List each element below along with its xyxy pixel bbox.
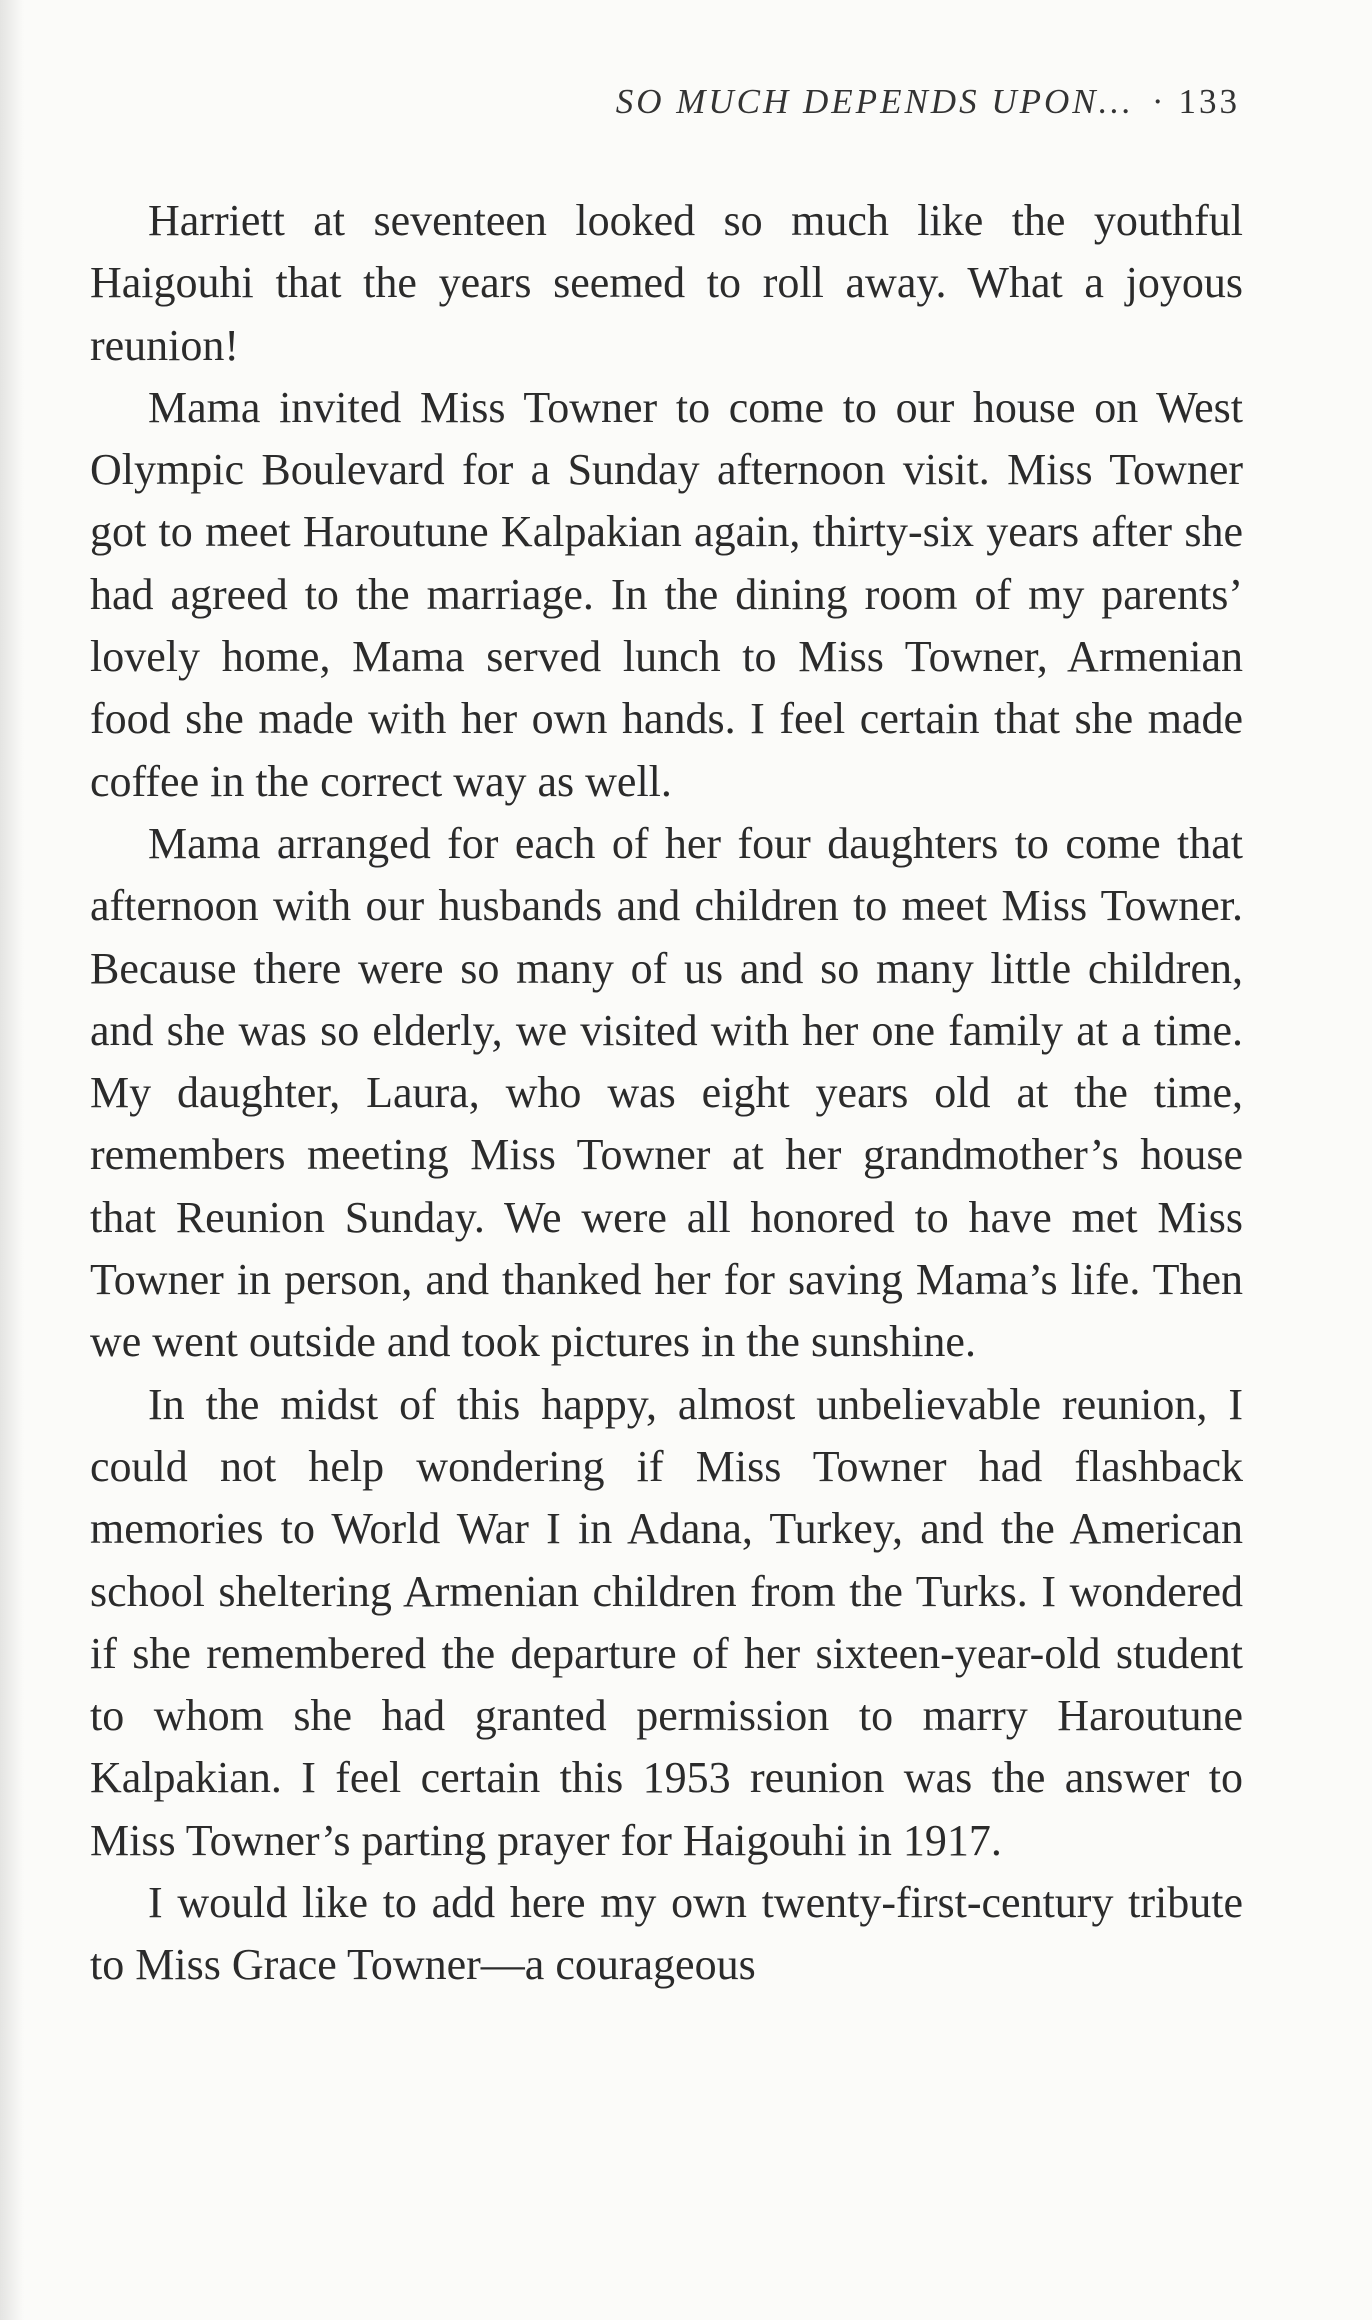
- paragraph: Harriett at seventeen looked so much like the youthful Haigouhi that the years seemed to roll away. What a joyous reunion!: [90, 196, 1243, 370]
- running-header: [90, 82, 1240, 122]
- page-gutter-shadow: [0, 0, 24, 2320]
- header-separator: ·: [1151, 82, 1167, 121]
- page-number: 133: [1178, 82, 1240, 121]
- body-text: [90, 190, 1243, 1997]
- paragraph: Mama arranged for each of her four daughters to come that afternoon with our husbands and children to meet Miss Towner. Because there were so many of us and so many little children, and she was so elderly, we visited with her one family at a time. My daughter, Laura, who was eight years old at the time, remembers meeting Miss Towner at her grandmother’s house that Reunion Sunday. We were all honored to have met Miss Towner in person, and thanked her for saving Mama’s life. Then we went outside and took pictures in the sunshine.: [90, 818, 1243, 1367]
- running-title: SO MUCH DEPENDS UPON...: [615, 82, 1134, 121]
- paragraph: In the midst of this happy, almost unbelievable reunion, I could not help wondering if Miss Towner had flashback memories to World War I in Adana, Turkey, and the American school sheltering Armenian children from the Turks. I wondered if she remembered the departure of her sixteen-year-old student to whom she had granted permission to marry Haroutune Kalpakian. I feel certain this 1953 reunion was the answer to Miss Towner’s parting prayer for Haigouhi in 1917.: [90, 1379, 1243, 1865]
- paragraph: I would like to add here my own twenty-first-century tribute to Miss Grace Towner—a courageous: [90, 1878, 1243, 1990]
- paragraph: Mama invited Miss Towner to come to our house on West Olympic Boulevard for a Sunday afternoon visit. Miss Towner got to meet Haroutune Kalpakian again, thirty-six years after she had agreed to the marriage. In the dining room of my parents’ lovely home, Mama served lunch to Miss Towner, Armenian food she made with her own hands. I feel certain that she made coffee in the correct way as well.: [90, 382, 1243, 806]
